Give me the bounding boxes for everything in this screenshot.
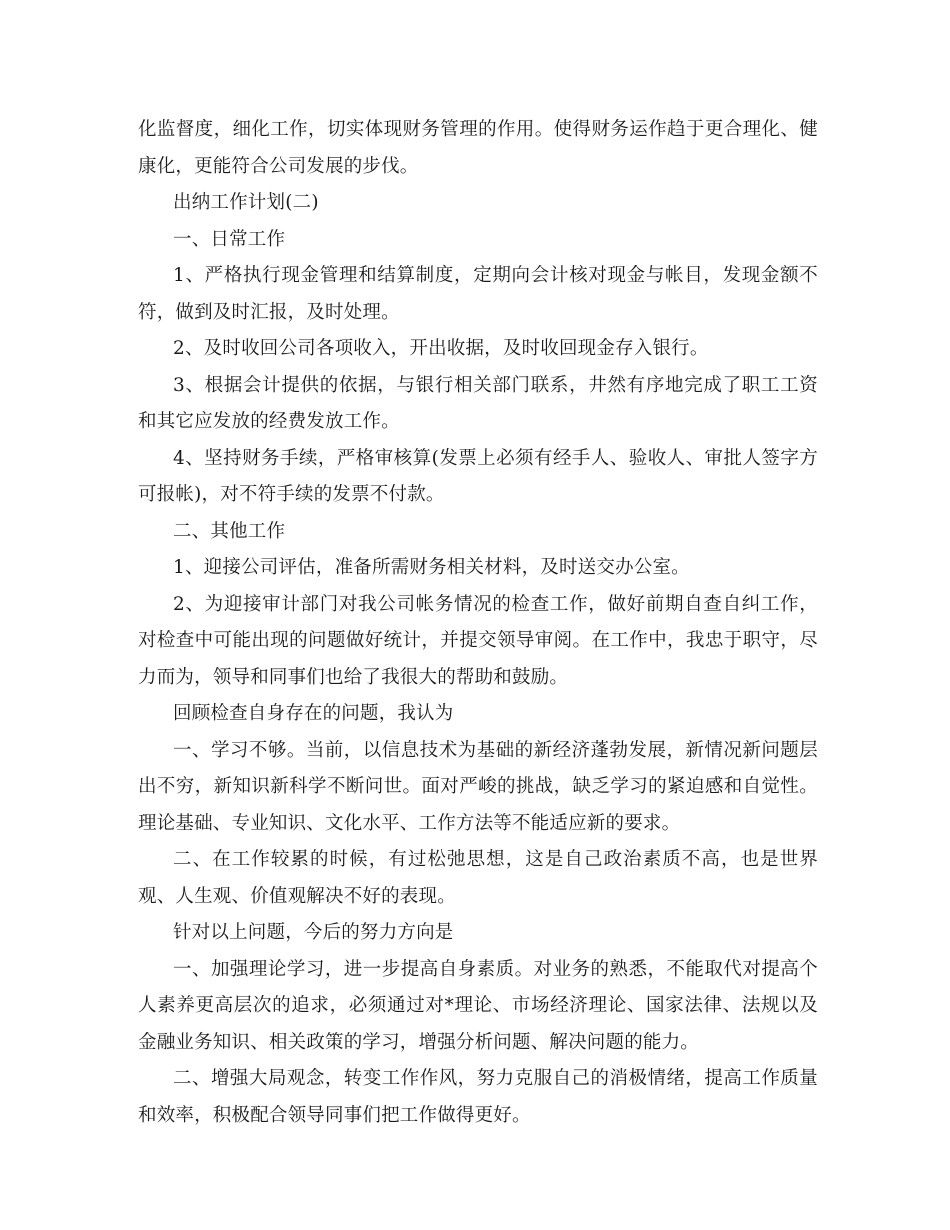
paragraph: 1、严格执行现金管理和结算制度，定期向会计核对现金与帐目，发现金额不符，做到及时汇报，及时处理。 <box>138 265 818 323</box>
document-body <box>138 112 818 1134</box>
paragraph: 化监督度，细化工作，切实体现财务管理的作用。使得财务运作趋于更合理化、健康化，更能符合公司发展的步伐。 <box>138 119 818 177</box>
section-heading: 二、其他工作 <box>173 520 286 542</box>
paragraph: 1、迎接公司评估，准备所需财务相关材料，及时送交办公室。 <box>173 557 690 578</box>
paragraph: 二、在工作较累的时候，有过松弛思想，这是自己政治素质不高，也是世界观、人生观、价值观解决不好的表现。 <box>138 849 818 907</box>
paragraph: 二、增强大局观念，转变工作作风，努力克服自己的消极情绪，提高工作质量和效率，积极配合领导同事们把工作做得更好。 <box>138 1068 818 1126</box>
section-heading: 针对以上问题，今后的努力方向是 <box>173 922 454 943</box>
paragraph: 4、坚持财务手续，严格审核算(发票上必须有经手人、验收人、审批人签字方可报帐)，对不符手续的发票不付款。 <box>138 447 818 505</box>
paragraph: 一、加强理论学习，进一步提高自身素质。对业务的熟悉，不能取代对提高个人素养更高层次的追求，必须通过对*理论、市场经济理论、国家法律、法规以及金融业务知识、相关政策的学习，增强分析问题、解决问题的能力。 <box>138 958 818 1053</box>
paragraph: 2、及时收回公司各项收入，开出收据，及时收回现金存入银行。 <box>173 338 709 359</box>
paragraph: 2、为迎接审计部门对我公司帐务情况的检查工作，做好前期自查自纠工作，对检查中可能出现的问题做好统计，并提交领导审阅。在工作中，我忠于职守，尽力而为，领导和同事们也给了我很大的帮助和鼓励。 <box>138 593 818 688</box>
section-heading: 一、日常工作 <box>173 228 286 250</box>
section-heading: 回顾检查自身存在的问题，我认为 <box>173 703 454 724</box>
paragraph: 3、根据会计提供的依据，与银行相关部门联系，井然有序地完成了职工工资和其它应发放的经费发放工作。 <box>138 374 818 432</box>
section-title: 出纳工作计划(二) <box>173 192 319 213</box>
paragraph: 一、学习不够。当前，以信息技术为基础的新经济蓬勃发展，新情况新问题层出不穷，新知识新科学不断问世。面对严峻的挑战，缺乏学习的紧迫感和自觉性。理论基础、专业知识、文化水平、工作方法等不能适应新的要求。 <box>138 739 818 834</box>
